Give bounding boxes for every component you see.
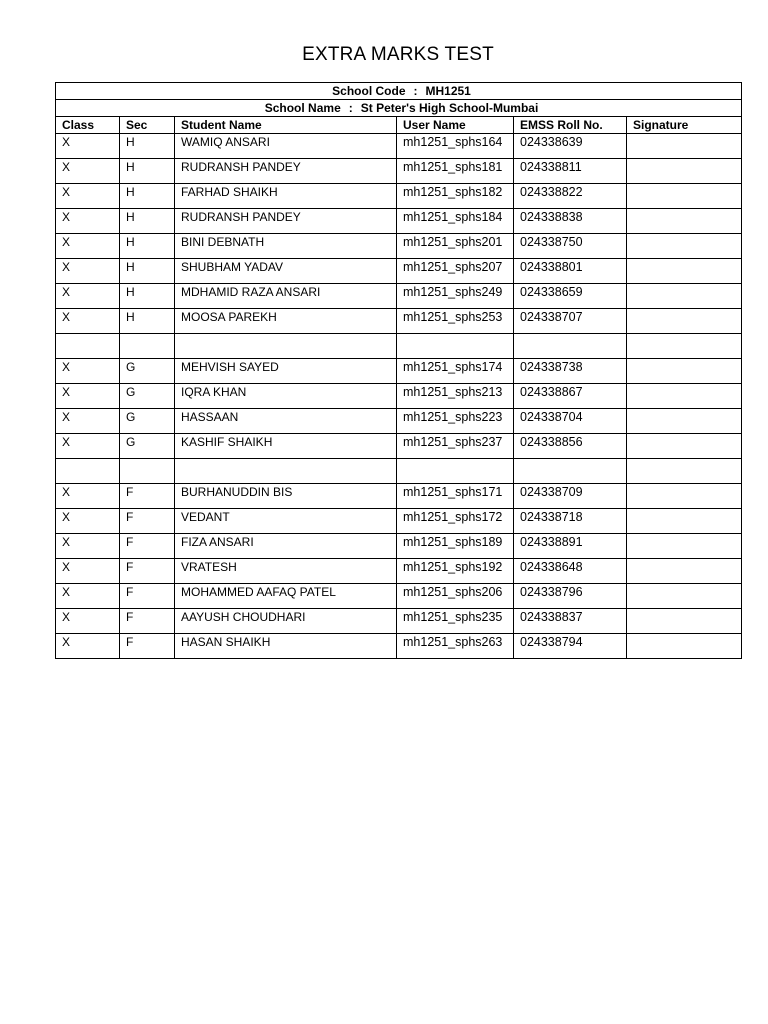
roll-no-cell: 024338750 bbox=[514, 234, 627, 259]
signature-cell bbox=[627, 559, 742, 584]
class-cell: X bbox=[56, 184, 120, 209]
student-name-cell: HASAN SHAIKH bbox=[175, 634, 397, 659]
signature-cell bbox=[627, 609, 742, 634]
student-name-cell: AAYUSH CHOUDHARI bbox=[175, 609, 397, 634]
class-cell: X bbox=[56, 134, 120, 159]
roll-no-cell: 024338648 bbox=[514, 559, 627, 584]
signature-cell bbox=[627, 509, 742, 534]
table-row bbox=[56, 634, 742, 659]
roll-no-cell bbox=[514, 334, 627, 359]
table-row bbox=[56, 559, 742, 584]
user-name-cell: mh1251_sphs201 bbox=[397, 234, 514, 259]
signature-cell bbox=[627, 459, 742, 484]
section-cell: F bbox=[120, 534, 175, 559]
section-cell: G bbox=[120, 359, 175, 384]
student-name-cell: FARHAD SHAIKH bbox=[175, 184, 397, 209]
student-name-cell: KASHIF SHAIKH bbox=[175, 434, 397, 459]
signature-cell bbox=[627, 159, 742, 184]
signature-cell bbox=[627, 134, 742, 159]
section-cell: G bbox=[120, 434, 175, 459]
user-name-cell: mh1251_sphs182 bbox=[397, 184, 514, 209]
column-header-user-name: User Name bbox=[397, 117, 514, 134]
class-cell: X bbox=[56, 284, 120, 309]
table-row bbox=[56, 334, 742, 359]
roll-no-cell: 024338838 bbox=[514, 209, 627, 234]
roll-no-cell: 024338738 bbox=[514, 359, 627, 384]
student-name-cell: WAMIQ ANSARI bbox=[175, 134, 397, 159]
roll-no-cell: 024338709 bbox=[514, 484, 627, 509]
section-cell: H bbox=[120, 209, 175, 234]
section-cell: H bbox=[120, 134, 175, 159]
student-name-cell: HASSAAN bbox=[175, 409, 397, 434]
student-name-cell: RUDRANSH PANDEY bbox=[175, 209, 397, 234]
column-header-signature: Signature bbox=[627, 117, 742, 134]
roll-no-cell: 024338796 bbox=[514, 584, 627, 609]
signature-cell bbox=[627, 309, 742, 334]
student-name-cell: VRATESH bbox=[175, 559, 397, 584]
column-header-class: Class bbox=[56, 117, 120, 134]
user-name-cell: mh1251_sphs207 bbox=[397, 259, 514, 284]
roll-no-cell: 024338707 bbox=[514, 309, 627, 334]
class-cell: X bbox=[56, 434, 120, 459]
section-cell: F bbox=[120, 584, 175, 609]
page-title: EXTRA MARKS TEST bbox=[302, 44, 494, 65]
roll-no-cell: 024338639 bbox=[514, 134, 627, 159]
student-name-cell: RUDRANSH PANDEY bbox=[175, 159, 397, 184]
roll-no-cell: 024338811 bbox=[514, 159, 627, 184]
table-row bbox=[56, 484, 742, 509]
signature-cell bbox=[627, 209, 742, 234]
signature-cell bbox=[627, 184, 742, 209]
class-cell: X bbox=[56, 559, 120, 584]
table-row bbox=[56, 234, 742, 259]
section-cell: F bbox=[120, 609, 175, 634]
user-name-cell: mh1251_sphs206 bbox=[397, 584, 514, 609]
user-name-cell: mh1251_sphs181 bbox=[397, 159, 514, 184]
class-cell: X bbox=[56, 609, 120, 634]
class-cell: X bbox=[56, 259, 120, 284]
signature-cell bbox=[627, 259, 742, 284]
signature-cell bbox=[627, 334, 742, 359]
signature-cell bbox=[627, 409, 742, 434]
section-cell: F bbox=[120, 484, 175, 509]
student-name-cell: BURHANUDDIN BIS bbox=[175, 484, 397, 509]
class-cell: X bbox=[56, 234, 120, 259]
user-name-cell: mh1251_sphs237 bbox=[397, 434, 514, 459]
table-row bbox=[56, 359, 742, 384]
table-row bbox=[56, 584, 742, 609]
signature-cell bbox=[627, 284, 742, 309]
class-cell bbox=[56, 334, 120, 359]
roll-no-cell: 024338856 bbox=[514, 434, 627, 459]
table-row bbox=[56, 384, 742, 409]
user-name-cell bbox=[397, 459, 514, 484]
user-name-cell: mh1251_sphs184 bbox=[397, 209, 514, 234]
student-name-cell: MEHVISH SAYED bbox=[175, 359, 397, 384]
school-name-row bbox=[56, 100, 742, 117]
user-name-cell: mh1251_sphs249 bbox=[397, 284, 514, 309]
table-row bbox=[56, 434, 742, 459]
section-cell: F bbox=[120, 634, 175, 659]
user-name-cell: mh1251_sphs223 bbox=[397, 409, 514, 434]
signature-cell bbox=[627, 534, 742, 559]
student-name-cell: BINI DEBNATH bbox=[175, 234, 397, 259]
student-name-cell: MOOSA PAREKH bbox=[175, 309, 397, 334]
school-code-cell bbox=[56, 83, 742, 100]
school-code-value: MH1251 bbox=[425, 84, 471, 98]
table-row bbox=[56, 134, 742, 159]
user-name-cell: mh1251_sphs172 bbox=[397, 509, 514, 534]
roll-no-cell: 024338891 bbox=[514, 534, 627, 559]
user-name-cell: mh1251_sphs253 bbox=[397, 309, 514, 334]
roll-no-cell: 024338822 bbox=[514, 184, 627, 209]
section-cell: F bbox=[120, 559, 175, 584]
table-row bbox=[56, 284, 742, 309]
school-code-separator: : bbox=[413, 84, 418, 98]
roll-no-cell: 024338801 bbox=[514, 259, 627, 284]
roll-no-cell bbox=[514, 459, 627, 484]
user-name-cell: mh1251_sphs171 bbox=[397, 484, 514, 509]
student-name-cell: MDHAMID RAZA ANSARI bbox=[175, 284, 397, 309]
section-cell: H bbox=[120, 309, 175, 334]
school-name-label: School Name bbox=[264, 101, 341, 115]
table-row bbox=[56, 459, 742, 484]
table-row bbox=[56, 409, 742, 434]
user-name-cell: mh1251_sphs174 bbox=[397, 359, 514, 384]
class-cell: X bbox=[56, 309, 120, 334]
class-cell: X bbox=[56, 484, 120, 509]
table-row bbox=[56, 609, 742, 634]
table-row bbox=[56, 534, 742, 559]
column-header-row bbox=[56, 117, 742, 134]
user-name-cell bbox=[397, 334, 514, 359]
table-row bbox=[56, 184, 742, 209]
roll-no-cell: 024338704 bbox=[514, 409, 627, 434]
signature-cell bbox=[627, 384, 742, 409]
section-cell: F bbox=[120, 509, 175, 534]
student-name-cell: VEDANT bbox=[175, 509, 397, 534]
class-cell: X bbox=[56, 534, 120, 559]
roll-no-cell: 024338837 bbox=[514, 609, 627, 634]
table-row bbox=[56, 309, 742, 334]
signature-cell bbox=[627, 634, 742, 659]
class-cell: X bbox=[56, 584, 120, 609]
table-row bbox=[56, 259, 742, 284]
student-name-cell: FIZA ANSARI bbox=[175, 534, 397, 559]
signature-cell bbox=[627, 359, 742, 384]
roll-no-cell: 024338867 bbox=[514, 384, 627, 409]
school-name-separator: : bbox=[348, 101, 353, 115]
roll-no-cell: 024338659 bbox=[514, 284, 627, 309]
school-code-label: School Code bbox=[332, 84, 406, 98]
class-cell: X bbox=[56, 359, 120, 384]
column-header-sec: Sec bbox=[120, 117, 175, 134]
signature-cell bbox=[627, 434, 742, 459]
column-header-student-name: Student Name bbox=[175, 117, 397, 134]
section-cell: H bbox=[120, 259, 175, 284]
user-name-cell: mh1251_sphs192 bbox=[397, 559, 514, 584]
section-cell: H bbox=[120, 184, 175, 209]
section-cell: G bbox=[120, 384, 175, 409]
signature-cell bbox=[627, 234, 742, 259]
class-cell bbox=[56, 459, 120, 484]
class-cell: X bbox=[56, 159, 120, 184]
signature-cell bbox=[627, 484, 742, 509]
table-row bbox=[56, 159, 742, 184]
class-cell: X bbox=[56, 409, 120, 434]
section-cell bbox=[120, 334, 175, 359]
class-cell: X bbox=[56, 384, 120, 409]
school-name-value: St Peter's High School-Mumbai bbox=[360, 101, 539, 115]
class-cell: X bbox=[56, 509, 120, 534]
section-cell bbox=[120, 459, 175, 484]
user-name-cell: mh1251_sphs263 bbox=[397, 634, 514, 659]
table-row bbox=[56, 509, 742, 534]
column-header-roll-no: EMSS Roll No. bbox=[514, 117, 627, 134]
section-cell: G bbox=[120, 409, 175, 434]
user-name-cell: mh1251_sphs189 bbox=[397, 534, 514, 559]
class-cell: X bbox=[56, 209, 120, 234]
section-cell: H bbox=[120, 234, 175, 259]
school-code-row bbox=[56, 83, 742, 100]
class-cell: X bbox=[56, 634, 120, 659]
school-name-cell bbox=[56, 100, 742, 117]
student-name-cell: IQRA KHAN bbox=[175, 384, 397, 409]
section-cell: H bbox=[120, 284, 175, 309]
user-name-cell: mh1251_sphs164 bbox=[397, 134, 514, 159]
section-cell: H bbox=[120, 159, 175, 184]
table-row bbox=[56, 209, 742, 234]
roll-no-cell: 024338718 bbox=[514, 509, 627, 534]
student-name-cell bbox=[175, 459, 397, 484]
student-name-cell bbox=[175, 334, 397, 359]
student-table bbox=[55, 82, 742, 659]
user-name-cell: mh1251_sphs235 bbox=[397, 609, 514, 634]
signature-cell bbox=[627, 584, 742, 609]
student-name-cell: SHUBHAM YADAV bbox=[175, 259, 397, 284]
student-name-cell: MOHAMMED AAFAQ PATEL bbox=[175, 584, 397, 609]
user-name-cell: mh1251_sphs213 bbox=[397, 384, 514, 409]
roll-no-cell: 024338794 bbox=[514, 634, 627, 659]
